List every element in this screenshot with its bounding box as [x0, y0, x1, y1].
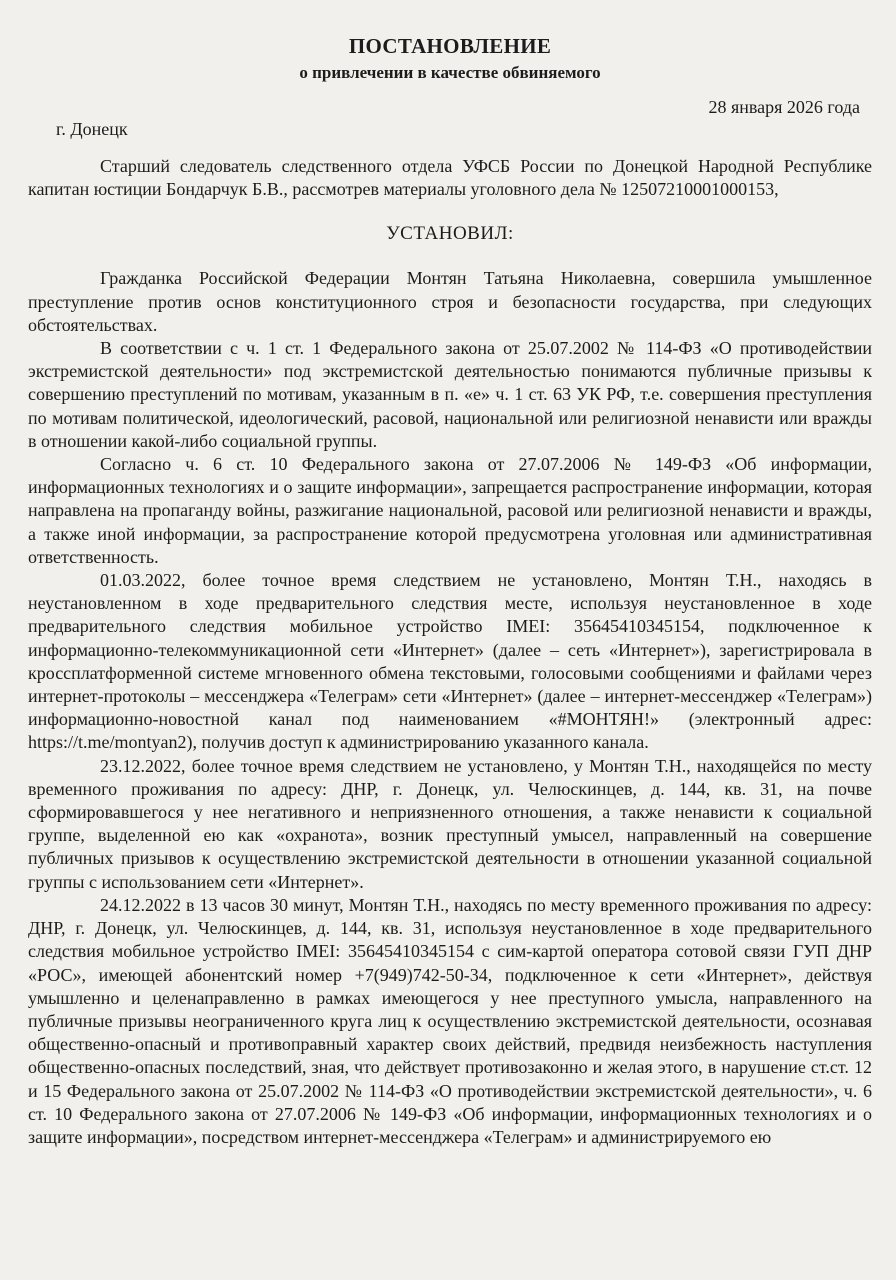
- body-paragraph-5: 23.12.2022, более точное время следствием не установлено, у Монтян Т.Н., находящейся по месту временного проживания по адресу: ДНР, г. Донецк, ул. Челюскинцев, д. 144, кв. 31, на почве сформировавшегося у нее негативного и неприязненного отношения, а также ненависти к социальной группе, выделенной ею как «охранота», возник преступный умысел, направленный на совершение публичных призывов к осуществлению экстремистской деятельности в отношении указанной социальной группы с использованием сети «Интернет».: [28, 755, 872, 892]
- body-paragraph-2: В соответствии с ч. 1 ст. 1 Федерального закона от 25.07.2002 № 114-ФЗ «О противодействии экстремистской деятельности» под экстремистской деятельностью понимаются публичные призывы к совершению преступлений по мотивам, указанным в п. «е» ч. 1 ст. 63 УК РФ, т.е. совершения преступления по мотивам политической, идеологический, расовой, национальной или религиозной ненависти или вражды в отношении какой-либо социальной группы.: [28, 338, 872, 451]
- document-date: 28 января 2026 года: [708, 97, 860, 117]
- body-paragraph-3: Согласно ч. 6 ст. 10 Федерального закона от 27.07.2006 № 149-ФЗ «Об информации, информационных технологиях и о защите информации», запрещается распространение информации, которая направлена на пропаганду войны, разжигание национальной, расовой или религиозной ненависти и вражды, а также иной информации, за распространение которой предусмотрена уголовная или административная ответственность.: [28, 454, 872, 567]
- section-heading: УСТАНОВИЛ:: [386, 223, 514, 245]
- document-city: г. Донецк: [56, 119, 128, 139]
- date-city-row: [28, 97, 872, 141]
- body-paragraph-4: 01.03.2022, более точное время следствием не установлено, Монтян Т.Н., находясь в неустановленном в ходе предварительного следствия месте, используя неустановленное в ходе предварительного следствия мобильное устройство IMEI: 35645410345154, подключенное к информационно-телекоммуникационной сети «Интернет» (далее – сеть «Интернет»), зарегистрировала в кроссплатформенной системе мгновенного обмена текстовыми, голосовыми сообщениями и файлами через интернет-протоколы – мессенджера «Телеграм» сети «Интернет» (далее – интернет-мессенджер «Телеграм») информационно-новостной канал под наименованием «#МОНТЯН!» (электронный адрес: https://t.me/montyan2), получив доступ к администрированию указанного канала.: [28, 570, 872, 753]
- document-title: ПОСТАНОВЛЕНИЕ: [348, 34, 552, 58]
- body-paragraph-6: 24.12.2022 в 13 часов 30 минут, Монтян Т.Н., находясь по месту временного проживания по адресу: ДНР, г. Донецк, ул. Челюскинцев, д. 144, кв. 31, используя неустановленное в ходе предварительного следствия мобильное устройство IMEI: 35645410345154 с сим-картой оператора сотовой связи ГУП ДНР «РОС», имеющей абонентский номер +7(949)742-50-34, подключенное к сети «Интернет», действуя умышленно и целенаправленно в рамках имеющегося у нее преступного умысла, направленного на публичные призывы неограниченного круга лиц к осуществлению экстремистской деятельности, осознавая общественно-опасный и противоправный характер своих действий, предвидя неизбежность наступления общественно-опасных последствий, зная, что действует противозаконно и желая этого, в нарушение ст.ст. 12 и 15 Федерального закона от 25.07.2002 № 114-ФЗ «О противодействии экстремистской деятельности», ч. 6 ст. 10 Федерального закона от 27.07.2006 № 149-ФЗ «Об информации, информационных технологиях и о защите информации», посредством интернет-мессенджера «Телеграм» и администрируемого ею: [28, 894, 872, 1147]
- body-paragraph-1: Гражданка Российской Федерации Монтян Татьяна Николаевна, совершила умышленное преступление против основ конституционного строя и безопасности государства, при следующих обстоятельствах.: [28, 268, 872, 335]
- intro-paragraph: Старший следователь следственного отдела УФСБ России по Донецкой Народной Республике капитан юстиции Бондарчук Б.В., рассмотрев материалы уголовного дела № 12507210001000153,: [28, 156, 872, 200]
- document-subtitle: о привлечении в качестве обвиняемого: [299, 63, 601, 82]
